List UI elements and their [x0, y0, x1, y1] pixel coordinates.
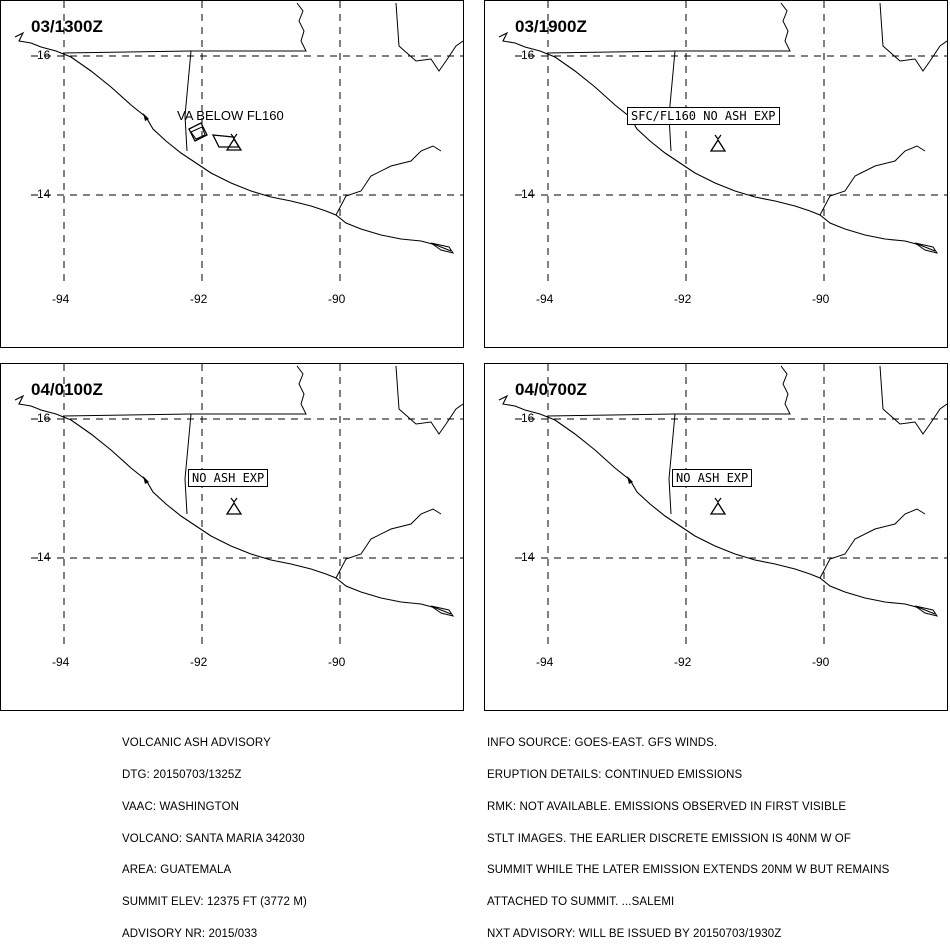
country-border: [820, 146, 925, 215]
advisory-line: VAAC: WASHINGTON: [122, 800, 240, 813]
longitude-label: -92: [674, 655, 692, 669]
volcano-icon: [227, 503, 241, 514]
advisory-line: INFO SOURCE: GOES-EAST. GFS WINDS.: [487, 737, 718, 750]
country-border: [669, 51, 675, 151]
volcano-eruption-mark: [231, 498, 237, 502]
advisory-line: AREA: GUATEMALA: [122, 864, 232, 877]
longitude-label: -90: [328, 292, 346, 306]
map-svg: [1, 364, 464, 711]
volcano-eruption-mark: [715, 135, 721, 139]
country-border: [336, 509, 441, 578]
advisory-line: DTG: 20150703/1325Z: [122, 768, 242, 781]
volcano-icon: [711, 503, 725, 514]
longitude-label: -92: [674, 292, 692, 306]
longitude-label: -94: [52, 292, 70, 306]
longitude-label: -94: [52, 655, 70, 669]
country-border: [185, 51, 191, 151]
advisory-line: SUMMIT WHILE THE LATER EMISSION EXTENDS 20NM W BUT REMAINS: [487, 864, 890, 877]
country-border: [185, 414, 191, 514]
map-panel-3: [0, 363, 464, 711]
valid-time-label: 03/1300Z: [31, 17, 103, 36]
country-border: [669, 414, 675, 514]
country-border: [396, 366, 463, 434]
map-svg: [485, 364, 948, 711]
longitude-label: -94: [536, 655, 554, 669]
map-svg: [1, 1, 464, 348]
forecast-label: NO ASH EXP: [672, 469, 752, 487]
advisory-line: RMK: NOT AVAILABLE. EMISSIONS OBSERVED IN FIRST VISIBLE: [487, 800, 847, 813]
valid-time-label: 04/0100Z: [31, 380, 103, 399]
volcano-icon: [227, 139, 241, 150]
latitude-label: 14: [521, 550, 535, 564]
country-border: [820, 509, 925, 578]
longitude-label: -92: [190, 292, 208, 306]
volcano-icon: [711, 140, 725, 151]
advisory-line: ERUPTION DETAILS: CONTINUED EMISSIONS: [487, 768, 743, 781]
valid-time-label: 03/1900Z: [515, 17, 587, 36]
country-border: [880, 3, 947, 71]
latitude-label: 14: [37, 550, 51, 564]
map-panel-2: [484, 0, 948, 348]
latitude-label: 16: [37, 48, 51, 62]
map-svg: [485, 1, 948, 348]
longitude-label: -92: [190, 655, 208, 669]
advisory-right: [487, 717, 889, 950]
advisory-line: SUMMIT ELEV: 12375 FT (3772 M): [122, 896, 307, 909]
volcano-eruption-mark: [715, 498, 721, 502]
latitude-label: 16: [37, 411, 51, 425]
coastline: [15, 33, 451, 251]
advisory-left: [122, 717, 307, 950]
advisory-line: ADVISORY NR: 2015/033: [122, 927, 258, 940]
latitude-label: 14: [37, 187, 51, 201]
country-border: [336, 146, 441, 215]
country-border: [396, 3, 463, 71]
map-panel-4: [484, 363, 948, 711]
longitude-label: -94: [536, 292, 554, 306]
advisory-line: VOLCANIC ASH ADVISORY: [122, 737, 271, 750]
valid-time-label: 04/0700Z: [515, 380, 587, 399]
forecast-label: NO ASH EXP: [188, 469, 268, 487]
latitude-label: 16: [521, 48, 535, 62]
longitude-label: -90: [812, 292, 830, 306]
latitude-label: 16: [521, 411, 535, 425]
map-panel-1: [0, 0, 464, 348]
advisory-line: STLT IMAGES. THE EARLIER DISCRETE EMISSION IS 40NM W OF: [487, 832, 851, 845]
longitude-label: -90: [812, 655, 830, 669]
advisory-line: ATTACHED TO SUMMIT. ...SALEMI: [487, 896, 675, 909]
advisory-line: VOLCANO: SANTA MARIA 342030: [122, 832, 305, 845]
latitude-label: 14: [521, 187, 535, 201]
country-border: [880, 366, 947, 434]
forecast-label: VA BELOW FL160: [177, 108, 284, 123]
forecast-label: SFC/FL160 NO ASH EXP: [627, 107, 780, 125]
advisory-line: NXT ADVISORY: WILL BE ISSUED BY 20150703/1930Z: [487, 927, 782, 940]
longitude-label: -90: [328, 655, 346, 669]
